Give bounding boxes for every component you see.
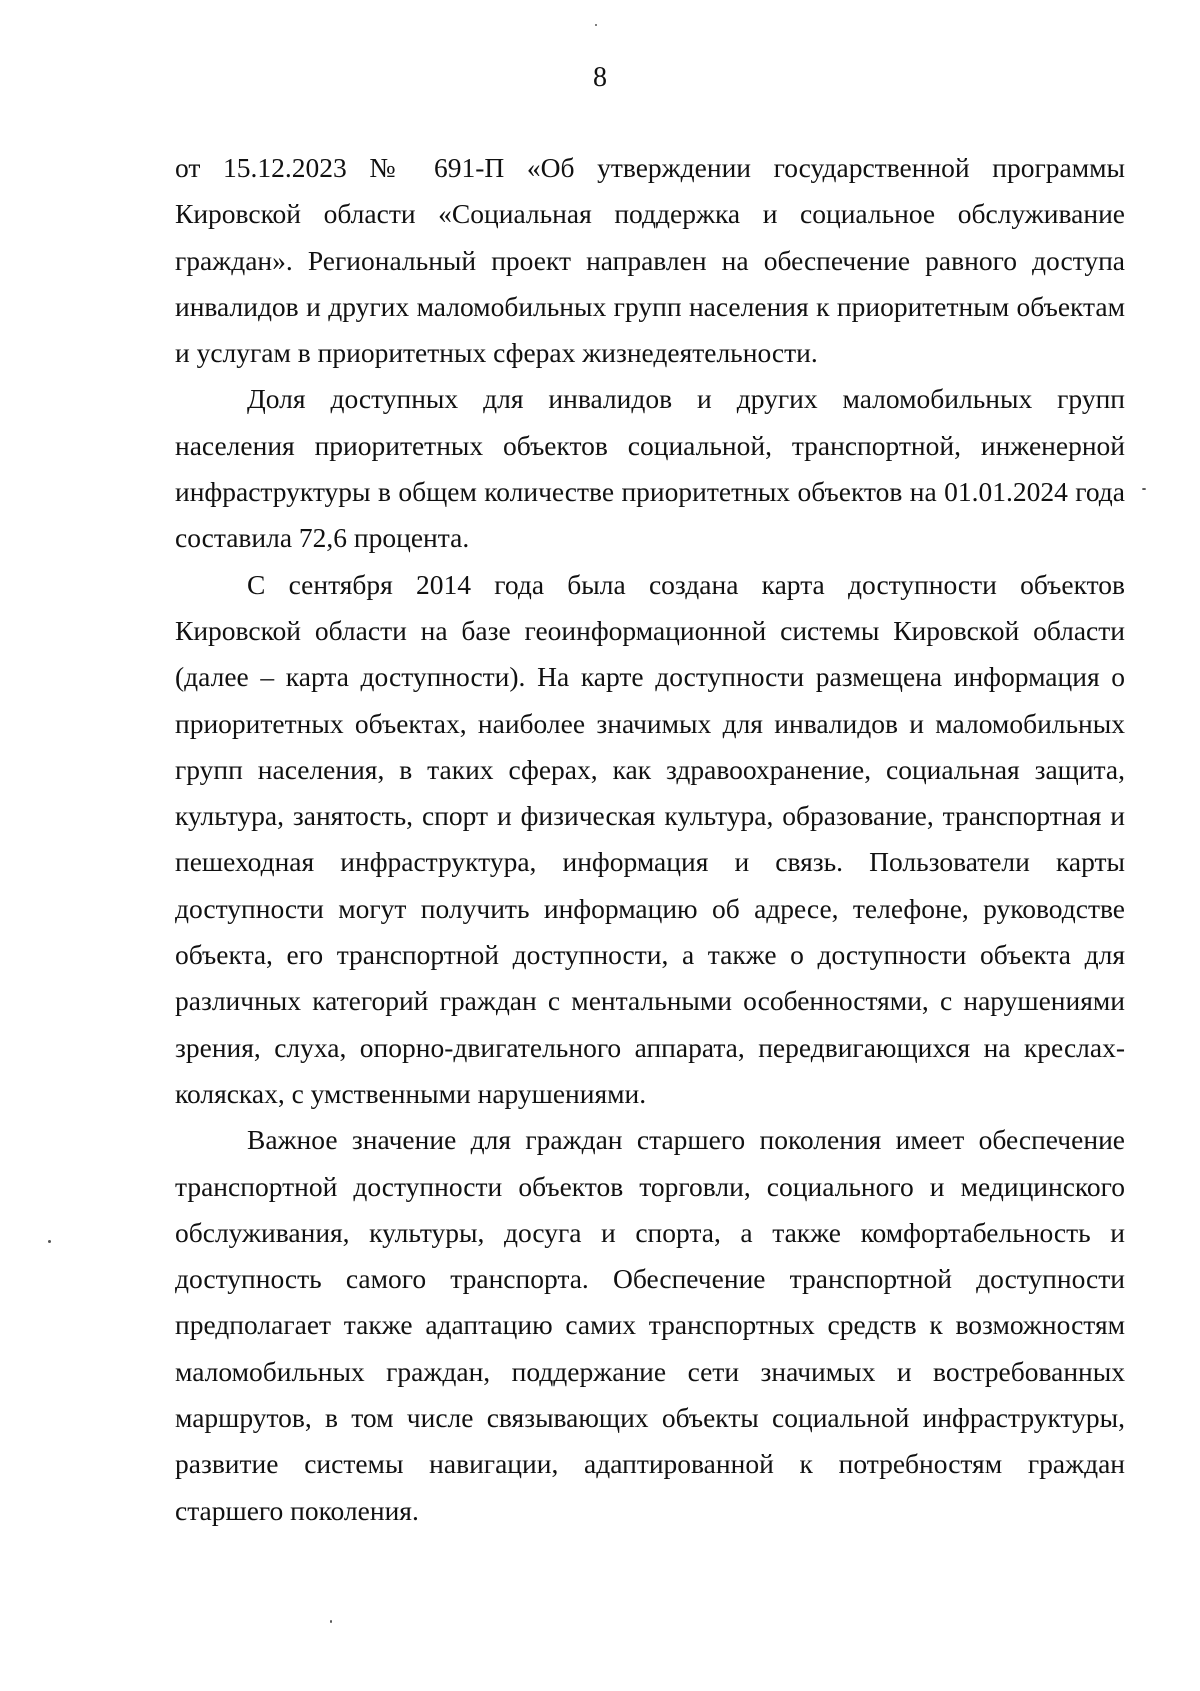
- paragraph-4: Важное значение для граждан старшего поколения имеет обеспечение транспортной доступности объектов торговли, социального и медицинского обслуживания, культуры, досуга и спорта, а также комфортабельность и доступность самого транспорта. Обеспечение транспортной доступности предполагает также адаптацию самих транспортных средств к возможностям маломобильных граждан, поддержание сети значимых и востребованных маршрутов, в том числе связывающих объекты социальной инфраструктуры, развитие системы навигации, адаптированной к потребностям граждан старшего поколения.: [175, 1124, 1125, 1526]
- paragraph-3: С сентября 2014 года была создана карта доступности объектов Кировской области на базе геоинформационной системы Кировской области (далее – карта доступности). На карте доступности размещена информация о приоритетных объектах, наиболее значимых для инвалидов и маломобильных групп населения, в таких сферах, как здравоохранение, социальная защита, культура, занятость, спорт и физическая культура, образование, транспортная и пешеходная инфраструктура, информация и связь. Пользователи карты доступности могут получить информацию об адресе, телефоне, руководстве объекта, его транспортной доступности, а также о доступности объекта для различных категорий граждан с ментальными особенностями, с нарушениями зрения, слуха, опорно-двигательного аппарата, передвигающихся на креслах-колясках, с умственными нарушениями.: [175, 568, 1125, 1109]
- page-number: 8: [593, 62, 607, 93]
- scan-speck: [48, 1240, 51, 1243]
- scan-speck: [330, 1620, 332, 1623]
- scan-speck: [1142, 488, 1146, 490]
- document-body: [175, 145, 1125, 1534]
- paragraph-1: от 15.12.2023 № 691-П «Об утверждении государственной программы Кировской области «Социальная поддержка и социальное обслуживание граждан». Региональный проект направлен на обеспечение равного доступа инвалидов и других маломобильных групп населения к приоритетным объектам и услугам в приоритетных сферах жизнедеятельности.: [175, 152, 1125, 369]
- paragraph-2: Доля доступных для инвалидов и других маломобильных групп населения приоритетных объектов социальной, транспортной, инженерной инфраструктуры в общем количестве приоритетных объектов на 01.01.2024 года составила 72,6 процента.: [175, 383, 1125, 554]
- scan-speck: [595, 24, 597, 26]
